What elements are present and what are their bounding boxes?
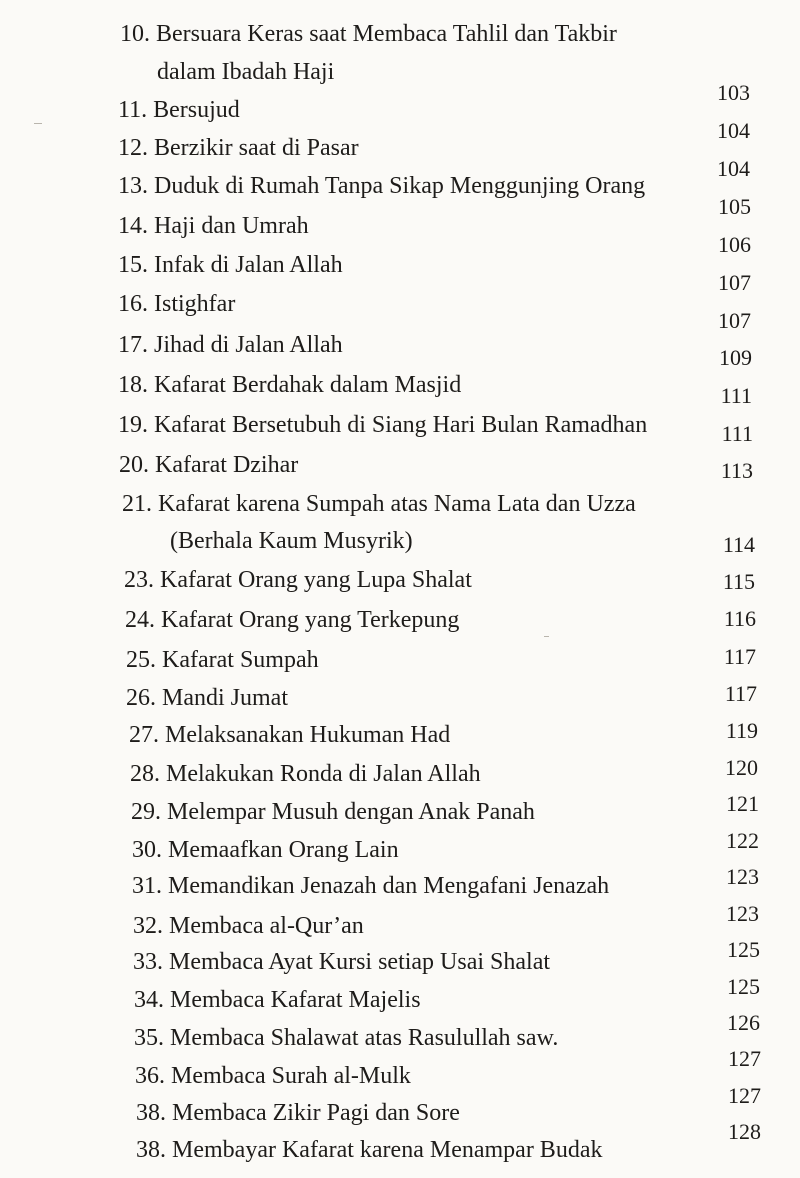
toc-entry-line: 25. Kafarat Sumpah (126, 647, 319, 673)
toc-page-number: 116 (723, 606, 756, 631)
toc-entry-line: 32. Membaca al-Qur’an (133, 913, 364, 939)
toc-page-number: 104 (717, 118, 750, 143)
toc-page-number: 115 (722, 569, 755, 594)
toc-entry-line: 34. Membaca Kafarat Majelis (134, 987, 421, 1013)
toc-entry-line: 10. Bersuara Keras saat Membaca Tahlil dan Takbir (120, 21, 617, 47)
toc-entry-line: 23. Kafarat Orang yang Lupa Shalat (124, 567, 472, 593)
toc-entry-line: dalam Ibadah Haji (157, 59, 335, 85)
margin-mark (544, 636, 549, 637)
margin-mark (34, 123, 42, 124)
toc-entry-line: 18. Kafarat Berdahak dalam Masjid (118, 372, 462, 398)
toc-page-number: 127 (728, 1083, 761, 1108)
toc-entry-line: 15. Infak di Jalan Allah (118, 252, 343, 278)
toc-entry-line: 28. Melakukan Ronda di Jalan Allah (130, 761, 481, 787)
toc-page-number: 128 (728, 1119, 761, 1144)
toc-page-number: 114 (722, 532, 755, 557)
toc-entry-line: 20. Kafarat Dzihar (119, 452, 299, 478)
toc-page-number: 122 (726, 828, 759, 853)
toc-page-number: 126 (727, 1010, 760, 1035)
toc-entry-line: 26. Mandi Jumat (126, 685, 288, 711)
toc-entry-line: 13. Duduk di Rumah Tanpa Sikap Menggunjing Orang (118, 173, 646, 199)
toc-page-number: 119 (725, 718, 758, 743)
toc-entry-line: 27. Melaksanakan Hukuman Had (129, 722, 451, 748)
toc-entry-line: 16. Istighfar (118, 291, 236, 317)
toc-page-number: 106 (718, 232, 751, 257)
toc-entry-line: 14. Haji dan Umrah (118, 213, 309, 239)
toc-page-number: 121 (726, 791, 759, 816)
toc-entry-line: 30. Memaafkan Orang Lain (132, 837, 399, 863)
toc-page-number: 111 (721, 421, 753, 446)
toc-page-number: 104 (717, 156, 750, 181)
toc-page-number: 127 (728, 1046, 761, 1071)
toc-entry-line: 38. Membayar Kafarat karena Menampar Budak (136, 1137, 603, 1163)
toc-page-number: 105 (718, 194, 751, 219)
toc-page-number: 109 (719, 345, 752, 370)
toc-entry-line: 33. Membaca Ayat Kursi setiap Usai Shalat (133, 949, 551, 975)
toc-entry-line: 21. Kafarat karena Sumpah atas Nama Lata dan Uzza (122, 491, 636, 517)
toc-page-number: 123 (726, 864, 759, 889)
toc-page-number: 123 (726, 901, 759, 926)
toc-page-number: 117 (723, 644, 756, 669)
toc-entry-line: (Berhala Kaum Musyrik) (170, 528, 413, 554)
toc-entry-line: 35. Membaca Shalawat atas Rasulullah saw. (134, 1025, 559, 1051)
toc-entry-line: 19. Kafarat Bersetubuh di Siang Hari Bulan Ramadhan (118, 412, 648, 438)
toc-page-number: 107 (718, 270, 751, 295)
toc-entry-line: 12. Berzikir saat di Pasar (118, 135, 359, 161)
toc-entry-line: 11. Bersujud (118, 97, 240, 123)
toc-page-number: 107 (718, 308, 751, 333)
toc-entry-line: 29. Melempar Musuh dengan Anak Panah (131, 799, 535, 825)
toc-entry-line: 17. Jihad di Jalan Allah (118, 332, 343, 358)
toc-entry-line: 38. Membaca Zikir Pagi dan Sore (136, 1100, 460, 1126)
toc-page-number: 125 (727, 937, 760, 962)
toc-page-number: 113 (720, 458, 753, 483)
toc-page-number: 117 (724, 681, 757, 706)
toc-page-number: 111 (720, 383, 752, 408)
toc-entry-line: 24. Kafarat Orang yang Terkepung (125, 607, 460, 633)
toc-entry-line: 31. Memandikan Jenazah dan Mengafani Jenazah (132, 873, 610, 899)
toc-page-number: 120 (725, 755, 758, 780)
toc-page-number: 103 (717, 80, 750, 105)
toc-entry-line: 36. Membaca Surah al-Mulk (135, 1063, 411, 1089)
toc-page-number: 125 (727, 974, 760, 999)
